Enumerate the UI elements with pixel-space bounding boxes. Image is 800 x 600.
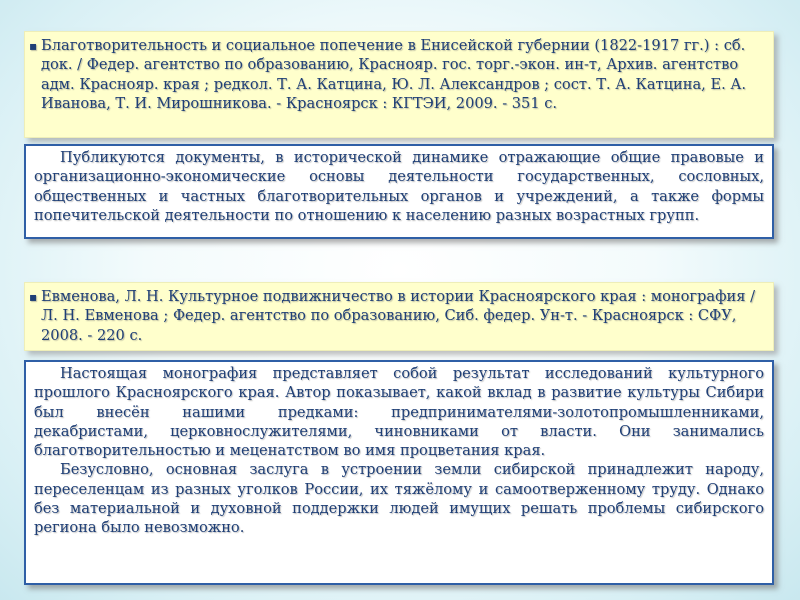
annotation-paragraph: Настоящая монография представляет собой результат исследований культурного прошлого Красноярского края. Автор показывает, какой вклад в развитие культуры Сибири был внесён нашими предками: предпринимателями-золотопромышленниками, декабристами, церковнослужителями, чиновниками от власти. Они занимались благотворительностью и меценатством во имя процветания края.	[34, 365, 764, 460]
citation-text-1: Благотворительность и социальное попечение в Енисейской губернии (1822-1917 гг.) : сб. док. / Федер. агентство по образованию, Краснояр. гос. торг.-экон. ин-т, Архив. агентство адм. Краснояр. края ; редкол. Т. А. Катцина, Ю. Л. Александров ; сост. Т. А. Катцина, Е. А. Иванова, Т. И. Мирошникова. - Красноярск : КГТЭИ, 2009. - 351 с.	[41, 37, 747, 112]
annotation-paragraph: Безусловно, основная заслуга в устроении земли сибирской принадлежит народу, переселенцам из разных уголков России, их тяжёлому и самоотверженному труду. Однако без материальной и духовной поддержки людей имущих решать проблемы сибирского региона было невозможно.	[34, 461, 764, 537]
citation-box-2	[24, 282, 774, 351]
annotation-paragraph: Публикуются документы, в исторической динамике отражающие общие правовые и организационно-экономические основы деятельности государственных, сословных, общественных и частных благотворительных органов и учреждений, а также формы попечительской деятельности по отношению к населению разных возрастных групп.	[34, 149, 764, 224]
citation-text-2: Евменова, Л. Н. Культурное подвижничество в истории Красноярского края : монография / Л. Н. Евменова ; Федер. агентство по образованию, Сиб. федер. Ун-т. - Красноярск : СФУ, 2008. - 220 с.	[41, 288, 755, 344]
citation-box-1	[24, 31, 774, 138]
annotation-box-1	[24, 144, 774, 239]
annotation-box-2	[24, 360, 774, 585]
bullet-icon: ▪	[29, 39, 38, 53]
bullet-icon: ▪	[29, 290, 38, 304]
